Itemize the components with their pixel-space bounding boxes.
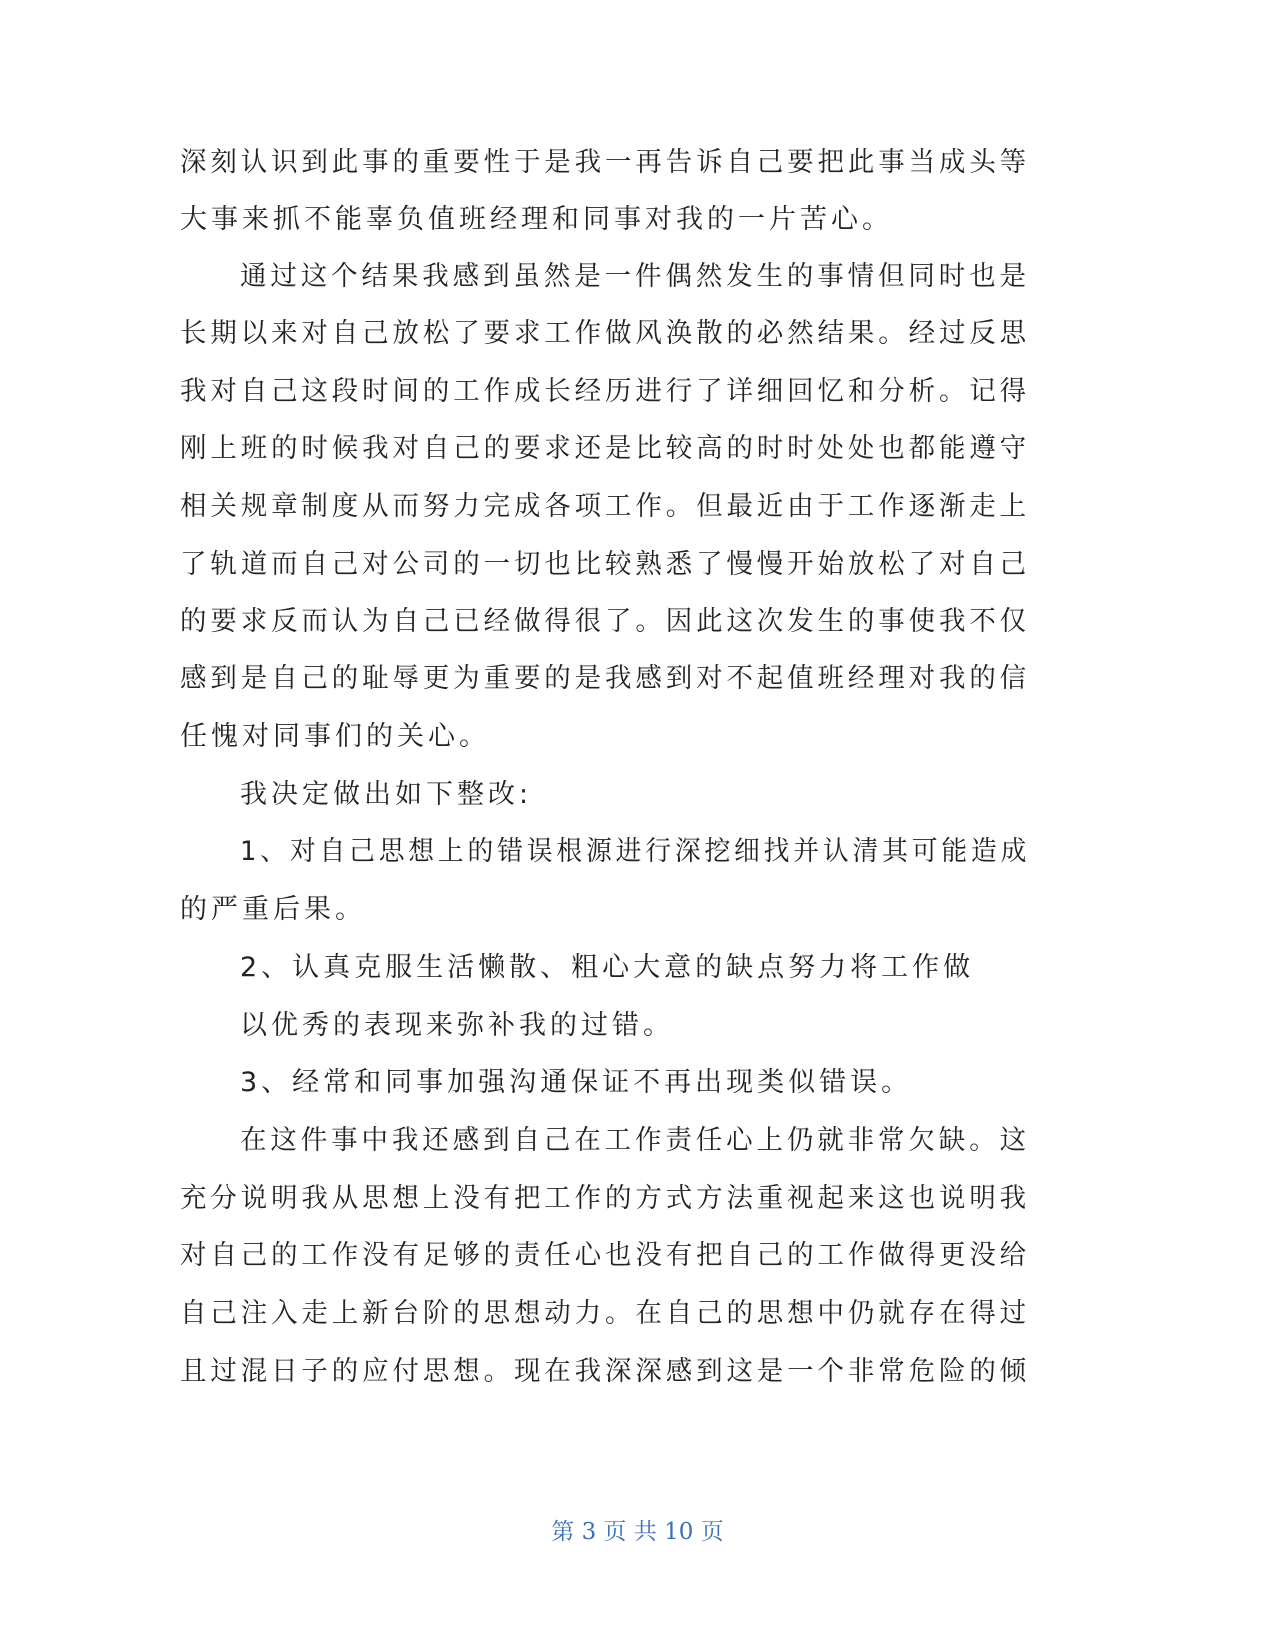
text-line: 我对自己这段时间的工作成长经历进行了详细回忆和分析。记得 (180, 376, 1031, 407)
text-line: 充分说明我从思想上没有把工作的方式方法重视起来这也说明我 (180, 1183, 1031, 1214)
text-line: 在这件事中我还感到自己在工作责任心上仍就非常欠缺。这 (240, 1125, 1030, 1156)
text-line: 对自己的工作没有足够的责任心也没有把自己的工作做得更没给 (180, 1240, 1031, 1271)
page-number: 第 3 页 共 10 页 (551, 1519, 724, 1545)
text-line: 的要求反而认为自己已经做得很了。因此这次发生的事使我不仅 (180, 606, 1031, 637)
text-line: 2、认真克服生活懒散、粗心大意的缺点努力将工作做 (240, 952, 975, 983)
text-line: 自己注入走上新台阶的思想动力。在自己的思想中仍就存在得过 (180, 1298, 1031, 1329)
text-line: 我决定做出如下整改: (240, 779, 533, 810)
text-line: 了轨道而自己对公司的一切也比较熟悉了慢慢开始放松了对自己 (180, 549, 1031, 580)
text-line: 深刻认识到此事的重要性于是我一再告诉自己要把此事当成头等 (180, 147, 1031, 178)
text-line: 以优秀的表现来弥补我的过错。 (240, 1010, 674, 1041)
text-line: 通过这个结果我感到虽然是一件偶然发生的事情但同时也是 (240, 261, 1030, 292)
text-line: 相关规章制度从而努力完成各项工作。但最近由于工作逐渐走上 (180, 491, 1031, 522)
text-line: 的严重后果。 (180, 894, 366, 925)
text-line: 3、经常和同事加强沟通保证不再出现类似错误。 (240, 1067, 913, 1098)
text-line: 感到是自己的耻辱更为重要的是我感到对不起值班经理对我的信 (180, 663, 1031, 694)
text-line: 大事来抓不能辜负值班经理和同事对我的一片苦心。 (180, 204, 893, 235)
text-line: 长期以来对自己放松了要求工作做风涣散的必然结果。经过反思 (180, 318, 1031, 349)
text-line: 且过混日子的应付思想。现在我深深感到这是一个非常危险的倾 (180, 1356, 1031, 1387)
text-line: 刚上班的时候我对自己的要求还是比较高的时时处处也都能遵守 (180, 433, 1031, 464)
text-line: 任愧对同事们的关心。 (180, 721, 490, 752)
text-line: 1、对自己思想上的错误根源进行深挖细找并认清其可能造成 (240, 836, 1031, 867)
